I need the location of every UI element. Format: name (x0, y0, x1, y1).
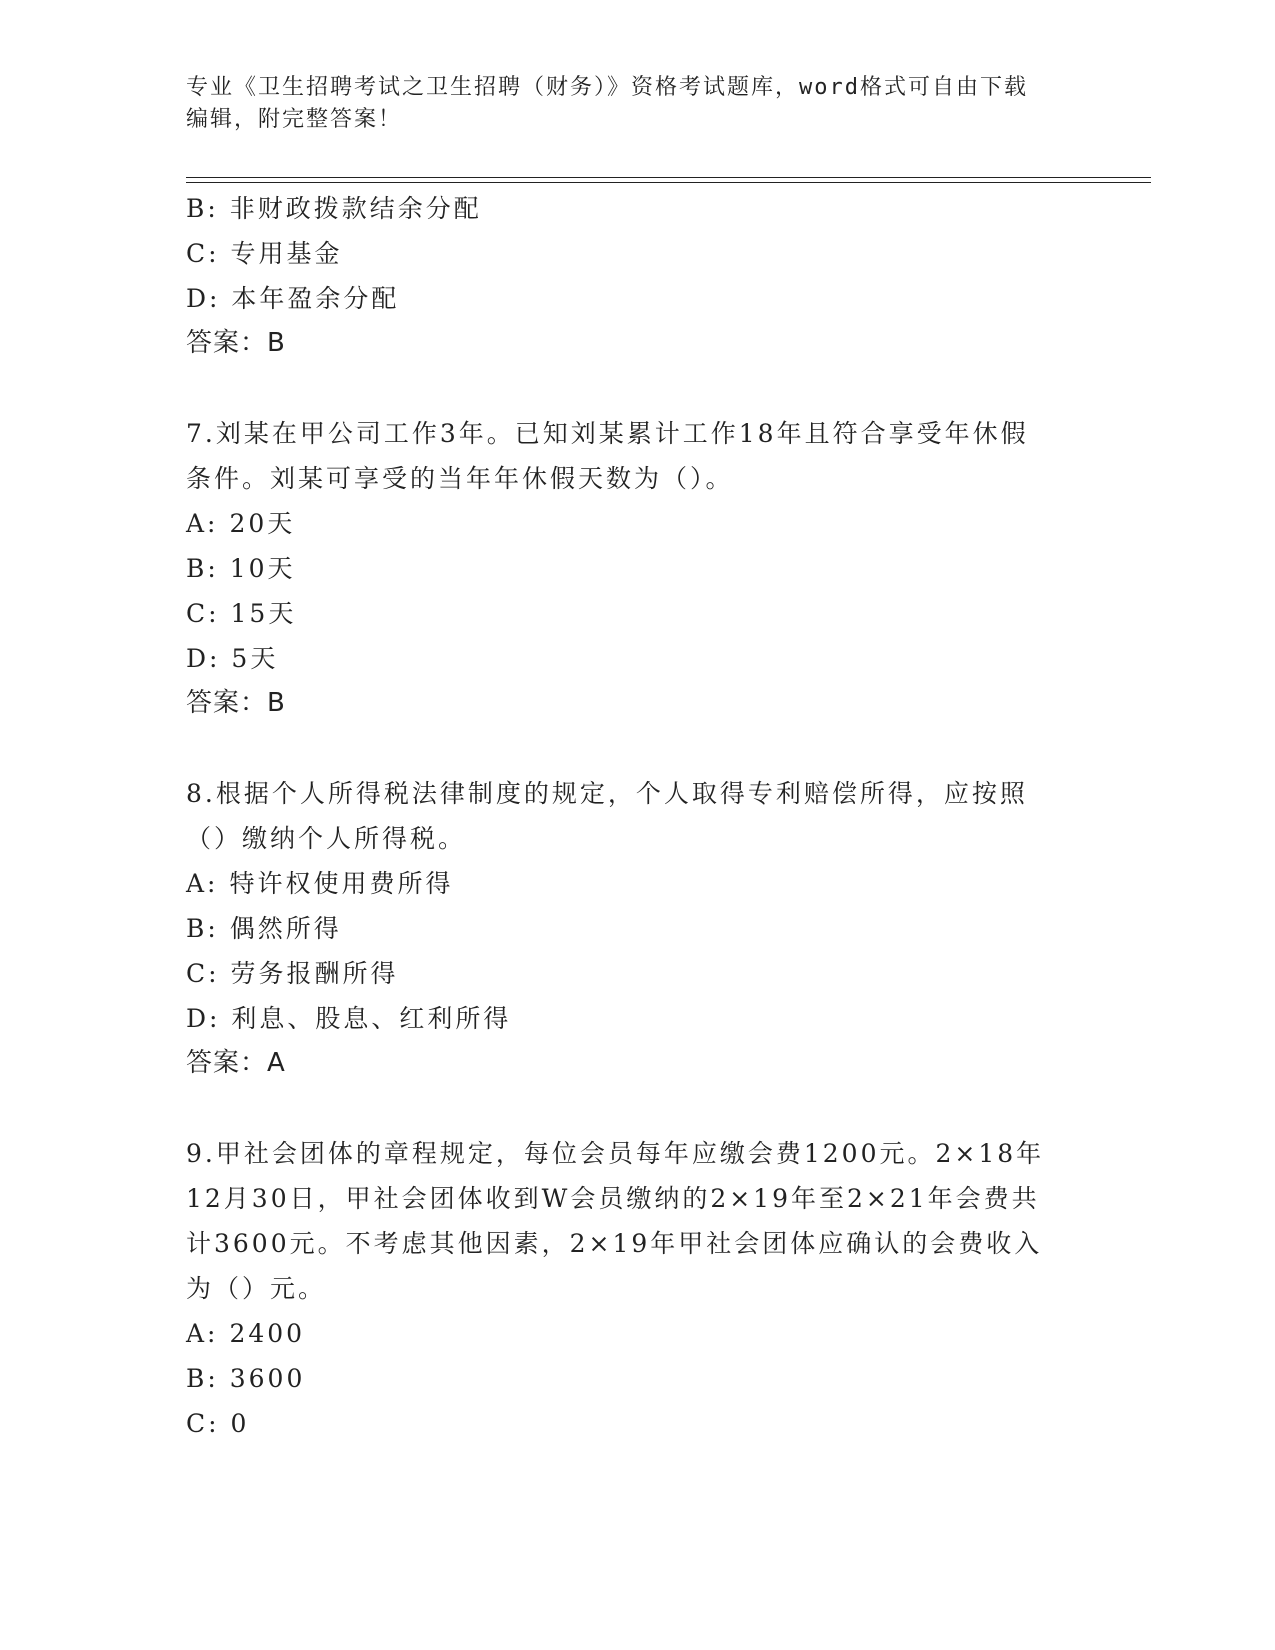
document-header (186, 72, 1086, 136)
option-b: B: 偶然所得 (186, 914, 342, 943)
option-a: A: 2400 (186, 1319, 306, 1348)
question-text-line: 12月30日，甲社会团体收到W会员缴纳的2×19年至2×21年会费共 (186, 1184, 1040, 1213)
question-text-line: 9.甲社会团体的章程规定，每位会员每年应缴会费1200元。2×18年 (186, 1139, 1045, 1168)
spacer (186, 1086, 1086, 1131)
answer-line: 答案：A (186, 1048, 286, 1078)
option-a: A: 20天 (186, 509, 296, 538)
question-8 (186, 771, 1086, 1086)
header-line-1: 专业《卫生招聘考试之卫生招聘（财务）》资格考试题库，word格式可自由下载 (186, 75, 1028, 100)
option-b: B: 3600 (186, 1364, 306, 1393)
question-text-line: 为（）元。 (186, 1274, 327, 1303)
answer-line: 答案：B (186, 688, 286, 718)
header-line-2: 编辑，附完整答案！ (186, 107, 403, 132)
question-text-line: 计3600元。不考虑其他因素，2×19年甲社会团体应确认的会费收入 (186, 1229, 1043, 1258)
option-a: A: 特许权使用费所得 (186, 869, 454, 898)
question-text-line: 8.根据个人所得税法律制度的规定，个人取得专利赔偿所得，应按照 (186, 779, 1028, 808)
question-text-line: 7.刘某在甲公司工作3年。已知刘某累计工作18年且符合享受年休假 (186, 419, 1029, 448)
question-9 (186, 1131, 1086, 1446)
spacer (186, 366, 1086, 411)
spacer (186, 726, 1086, 771)
option-d: D: 本年盈余分配 (186, 284, 400, 313)
document-body (186, 186, 1086, 1446)
question-7 (186, 411, 1086, 726)
question-text-line: （）缴纳个人所得税。 (186, 824, 467, 853)
option-b: B: 10天 (186, 554, 296, 583)
option-c: C: 15天 (186, 599, 297, 628)
question-6-continued (186, 186, 1086, 366)
option-c: C: 专用基金 (186, 239, 343, 268)
option-d: D: 利息、股息、红利所得 (186, 1004, 512, 1033)
option-d: D: 5天 (186, 644, 279, 673)
option-c: C: 劳务报酬所得 (186, 959, 399, 988)
answer-line: 答案：B (186, 328, 286, 358)
header-divider (186, 177, 1151, 183)
option-c: C: 0 (186, 1409, 250, 1438)
option-b: B: 非财政拨款结余分配 (186, 194, 482, 223)
question-text-line: 条件。刘某可享受的当年年休假天数为（）。 (186, 464, 734, 493)
